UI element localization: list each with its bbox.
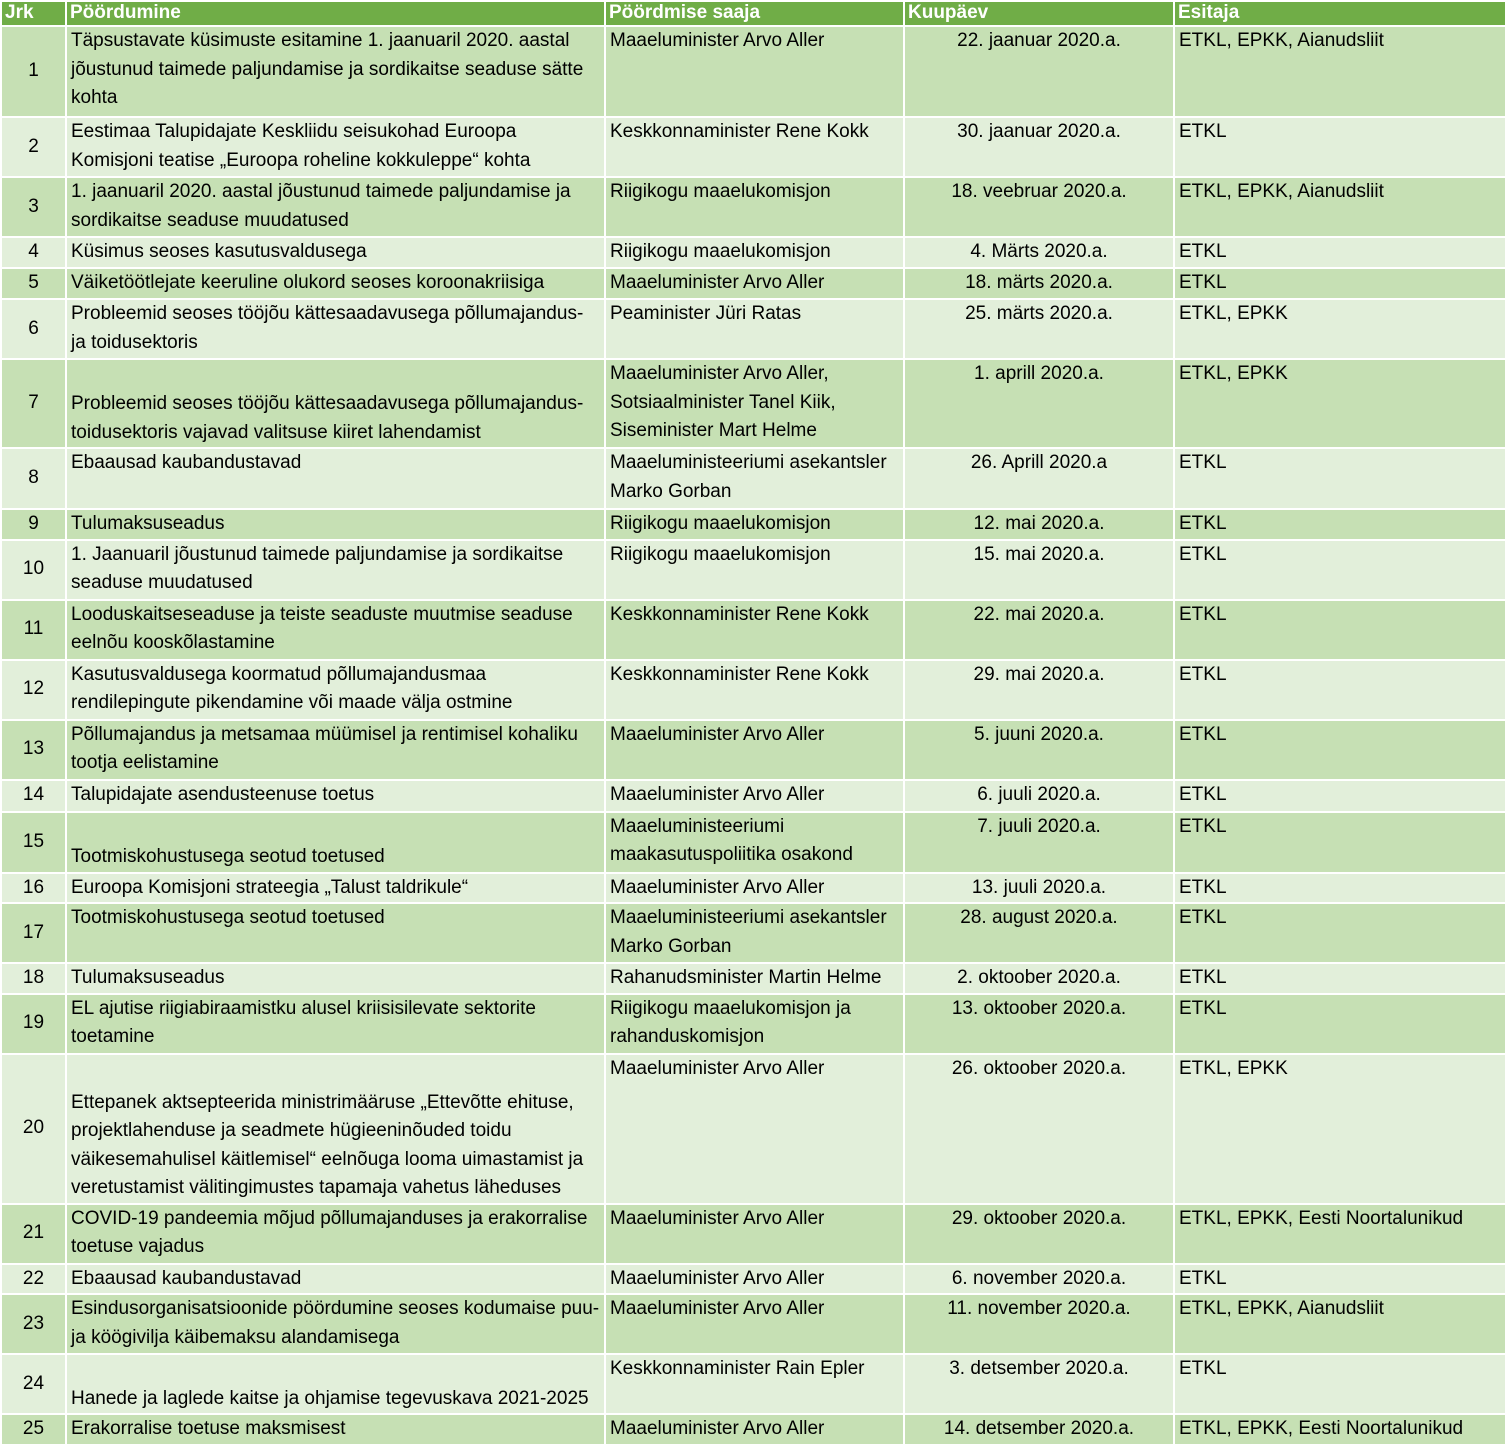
table-row <box>1 117 1506 177</box>
cell-esitaja: ETKL, EPKK, Aianudsliit <box>1174 26 1506 117</box>
cell-saaja: Peaminister Jüri Ratas <box>605 299 904 359</box>
cell-poordumine: 1. jaanuaril 2020. aastal jõustunud taimede paljundamise ja sordikaitse seaduse muudatused <box>66 177 605 237</box>
table-row <box>1 963 1506 994</box>
cell-jrk: 18 <box>1 963 66 994</box>
cell-esitaja: ETKL <box>1174 600 1506 660</box>
cell-esitaja: ETKL <box>1174 509 1506 540</box>
cell-esitaja: ETKL <box>1174 963 1506 994</box>
cell-jrk: 5 <box>1 268 66 299</box>
cell-esitaja: ETKL <box>1174 1354 1506 1414</box>
table-row <box>1 780 1506 812</box>
cell-jrk: 21 <box>1 1204 66 1264</box>
table-body <box>1 26 1506 1445</box>
cell-jrk: 7 <box>1 359 66 448</box>
table-row <box>1 720 1506 780</box>
header-jrk: Jrk <box>1 1 66 26</box>
cell-kuupaev: 11. november 2020.a. <box>904 1294 1174 1354</box>
cell-esitaja: ETKL, EPKK, Aianudsliit <box>1174 1294 1506 1354</box>
cell-kuupaev: 5. juuni 2020.a. <box>904 720 1174 780</box>
cell-poordumine: Hanede ja laglede kaitse ja ohjamise tegevuskava 2021-2025 <box>66 1354 605 1414</box>
cell-poordumine: Täpsustavate küsimuste esitamine 1. jaanuaril 2020. aastal jõustunud taimede paljundamise ja sordikaitse seaduse sätte kohta <box>66 26 605 117</box>
cell-poordumine: Talupidajate asendusteenuse toetus <box>66 780 605 812</box>
cell-kuupaev: 18. märts 2020.a. <box>904 268 1174 299</box>
table-row <box>1 1204 1506 1264</box>
table-row <box>1 448 1506 509</box>
cell-saaja: Maaeluminister Arvo Aller <box>605 1264 904 1295</box>
cell-esitaja: ETKL, EPKK <box>1174 299 1506 359</box>
cell-saaja: Riigikogu maaelukomisjon <box>605 237 904 268</box>
cell-kuupaev: 29. oktoober 2020.a. <box>904 1204 1174 1264</box>
cell-esitaja: ETKL, EPKK <box>1174 359 1506 448</box>
cell-jrk: 13 <box>1 720 66 780</box>
table-row <box>1 359 1506 448</box>
cell-kuupaev: 29. mai 2020.a. <box>904 660 1174 720</box>
cell-saaja: Maaeluministeeriumi maakasutuspoliitika osakond <box>605 812 904 873</box>
cell-esitaja: ETKL <box>1174 720 1506 780</box>
cell-kuupaev: 12. mai 2020.a. <box>904 509 1174 540</box>
cell-jrk: 16 <box>1 873 66 904</box>
cell-jrk: 1 <box>1 26 66 117</box>
cell-poordumine: COVID-19 pandeemia mõjud põllumajanduses ja erakorralise toetuse vajadus <box>66 1204 605 1264</box>
header-poordumine: Pöördumine <box>66 1 605 26</box>
cell-saaja: Maaeluministeeriumi asekantsler Marko Gorban <box>605 903 904 963</box>
cell-kuupaev: 1. aprill 2020.a. <box>904 359 1174 448</box>
cell-poordumine: Looduskaitseseaduse ja teiste seaduste muutmise seaduse eelnõu kooskõlastamine <box>66 600 605 660</box>
cell-esitaja: ETKL <box>1174 117 1506 177</box>
cell-esitaja: ETKL, EPKK, Aianudsliit <box>1174 177 1506 237</box>
cell-saaja: Maaeluminister Arvo Aller <box>605 720 904 780</box>
cell-saaja: Maaeluminister Arvo Aller <box>605 780 904 812</box>
cell-poordumine: Põllumajandus ja metsamaa müümisel ja rentimisel kohaliku tootja eelistamine <box>66 720 605 780</box>
cell-saaja: Keskkonnaminister Rene Kokk <box>605 660 904 720</box>
cell-poordumine: Eestimaa Talupidajate Keskliidu seisukohad Euroopa Komisjoni teatise „Euroopa roheline kokkuleppe“ kohta <box>66 117 605 177</box>
cell-saaja: Maaeluminister Arvo Aller <box>605 1054 904 1204</box>
cell-jrk: 11 <box>1 600 66 660</box>
table-row <box>1 540 1506 600</box>
cell-poordumine: Esindusorganisatsioonide pöördumine seoses kodumaise puu- ja köögivilja käibemaksu alandamisega <box>66 1294 605 1354</box>
cell-kuupaev: 28. august 2020.a. <box>904 903 1174 963</box>
cell-jrk: 12 <box>1 660 66 720</box>
cell-poordumine: Ebaausad kaubandustavad <box>66 448 605 509</box>
cell-jrk: 2 <box>1 117 66 177</box>
table-row <box>1 903 1506 963</box>
table-row <box>1 237 1506 268</box>
cell-saaja: Maaeluminister Arvo Aller <box>605 1204 904 1264</box>
table-row <box>1 1414 1506 1445</box>
cell-esitaja: ETKL <box>1174 903 1506 963</box>
cell-saaja: Maaeluminister Arvo Aller <box>605 268 904 299</box>
cell-saaja: Maaeluminister Arvo Aller <box>605 26 904 117</box>
cell-saaja: Maaeluminister Arvo Aller <box>605 873 904 904</box>
table-row <box>1 177 1506 237</box>
cell-kuupaev: 26. oktoober 2020.a. <box>904 1054 1174 1204</box>
cell-poordumine: Väiketöötlejate keeruline olukord seoses koroonakriisiga <box>66 268 605 299</box>
table-row <box>1 1294 1506 1354</box>
table-row <box>1 660 1506 720</box>
cell-esitaja: ETKL <box>1174 268 1506 299</box>
cell-esitaja: ETKL <box>1174 540 1506 600</box>
cell-poordumine: Tootmiskohustusega seotud toetused <box>66 812 605 873</box>
header-kuupaev: Kuupäev <box>904 1 1174 26</box>
cell-jrk: 9 <box>1 509 66 540</box>
cell-jrk: 4 <box>1 237 66 268</box>
cell-esitaja: ETKL <box>1174 812 1506 873</box>
cell-poordumine: Küsimus seoses kasutusvaldusega <box>66 237 605 268</box>
cell-esitaja: ETKL <box>1174 873 1506 904</box>
cell-kuupaev: 26. Aprill 2020.a <box>904 448 1174 509</box>
cell-poordumine: Probleemid seoses tööjõu kättesaadavusega põllumajandus- ja toidusektoris <box>66 299 605 359</box>
cell-jrk: 23 <box>1 1294 66 1354</box>
cell-poordumine: Ebaausad kaubandustavad <box>66 1264 605 1295</box>
cell-jrk: 24 <box>1 1354 66 1414</box>
cell-kuupaev: 22. mai 2020.a. <box>904 600 1174 660</box>
table-row <box>1 1264 1506 1295</box>
cell-saaja: Maaeluministeeriumi asekantsler Marko Gorban <box>605 448 904 509</box>
cell-kuupaev: 13. oktoober 2020.a. <box>904 994 1174 1054</box>
cell-jrk: 22 <box>1 1264 66 1295</box>
cell-saaja: Keskkonnaminister Rene Kokk <box>605 117 904 177</box>
cell-saaja: Maaeluminister Arvo Aller <box>605 1414 904 1445</box>
cell-jrk: 6 <box>1 299 66 359</box>
cell-jrk: 20 <box>1 1054 66 1204</box>
cell-poordumine: Tulumaksuseadus <box>66 963 605 994</box>
cell-saaja: Rahanudsminister Martin Helme <box>605 963 904 994</box>
cell-kuupaev: 14. detsember 2020.a. <box>904 1414 1174 1445</box>
header-saaja: Pöördmise saaja <box>605 1 904 26</box>
cell-jrk: 17 <box>1 903 66 963</box>
cell-jrk: 8 <box>1 448 66 509</box>
cell-esitaja: ETKL, EPKK <box>1174 1054 1506 1204</box>
table-row <box>1 812 1506 873</box>
cell-saaja: Riigikogu maaelukomisjon ja rahanduskomisjon <box>605 994 904 1054</box>
cell-kuupaev: 25. märts 2020.a. <box>904 299 1174 359</box>
cell-esitaja: ETKL <box>1174 1264 1506 1295</box>
cell-saaja: Maaeluminister Arvo Aller, Sotsiaalminister Tanel Kiik, Siseminister Mart Helme <box>605 359 904 448</box>
cell-jrk: 25 <box>1 1414 66 1445</box>
cell-esitaja: ETKL <box>1174 448 1506 509</box>
cell-jrk: 10 <box>1 540 66 600</box>
cell-poordumine: Probleemid seoses tööjõu kättesaadavusega põllumajandus- toidusektoris vajavad valitsuse kiiret lahendamist <box>66 359 605 448</box>
cell-kuupaev: 6. november 2020.a. <box>904 1264 1174 1295</box>
cell-saaja: Keskkonnaminister Rain Epler <box>605 1354 904 1414</box>
cell-poordumine: 1. Jaanuaril jõustunud taimede paljundamise ja sordikaitse seaduse muudatused <box>66 540 605 600</box>
cell-jrk: 14 <box>1 780 66 812</box>
cell-kuupaev: 22. jaanuar 2020.a. <box>904 26 1174 117</box>
cell-poordumine: Ettepanek aktsepteerida ministrimääruse „Ettevõtte ehituse, projektlahenduse ja seadmete hügieeninõuded toidu väikesemahulisel käitlemisel“ eelnõuga looma uimastamist ja veretustamist välitingimustes tapamaja vahetus läheduses <box>66 1054 605 1204</box>
cell-esitaja: ETKL <box>1174 780 1506 812</box>
cell-kuupaev: 30. jaanuar 2020.a. <box>904 117 1174 177</box>
table-row <box>1 26 1506 117</box>
cell-poordumine: Tulumaksuseadus <box>66 509 605 540</box>
cell-saaja: Riigikogu maaelukomisjon <box>605 540 904 600</box>
cell-saaja: Riigikogu maaelukomisjon <box>605 177 904 237</box>
table-row <box>1 1354 1506 1414</box>
table-row <box>1 1054 1506 1204</box>
cell-jrk: 19 <box>1 994 66 1054</box>
cell-poordumine: Erakorralise toetuse maksmisest <box>66 1414 605 1445</box>
table-row <box>1 268 1506 299</box>
table-row <box>1 873 1506 904</box>
header-row <box>1 1 1506 26</box>
cell-kuupaev: 4. Märts 2020.a. <box>904 237 1174 268</box>
cell-poordumine: Tootmiskohustusega seotud toetused <box>66 903 605 963</box>
cell-kuupaev: 18. veebruar 2020.a. <box>904 177 1174 237</box>
cell-esitaja: ETKL <box>1174 660 1506 720</box>
cell-saaja: Riigikogu maaelukomisjon <box>605 509 904 540</box>
header-esitaja: Esitaja <box>1174 1 1506 26</box>
cell-jrk: 15 <box>1 812 66 873</box>
cell-esitaja: ETKL, EPKK, Eesti Noortalunikud <box>1174 1414 1506 1445</box>
cell-poordumine: Euroopa Komisjoni strateegia „Talust taldrikule“ <box>66 873 605 904</box>
cell-kuupaev: 6. juuli 2020.a. <box>904 780 1174 812</box>
cell-esitaja: ETKL, EPKK, Eesti Noortalunikud <box>1174 1204 1506 1264</box>
cell-esitaja: ETKL <box>1174 994 1506 1054</box>
table-row <box>1 994 1506 1054</box>
cell-saaja: Maaeluminister Arvo Aller <box>605 1294 904 1354</box>
cell-kuupaev: 7. juuli 2020.a. <box>904 812 1174 873</box>
cell-poordumine: EL ajutise riigiabiraamistku alusel kriisisilevate sektorite toetamine <box>66 994 605 1054</box>
cell-saaja: Keskkonnaminister Rene Kokk <box>605 600 904 660</box>
cell-kuupaev: 13. juuli 2020.a. <box>904 873 1174 904</box>
cell-poordumine: Kasutusvaldusega koormatud põllumajandusmaa rendilepingute pikendamine või maade välja ostmine <box>66 660 605 720</box>
table-row <box>1 299 1506 359</box>
table-row <box>1 600 1506 660</box>
cell-kuupaev: 3. detsember 2020.a. <box>904 1354 1174 1414</box>
table-row <box>1 509 1506 540</box>
cell-kuupaev: 15. mai 2020.a. <box>904 540 1174 600</box>
cell-esitaja: ETKL <box>1174 237 1506 268</box>
cell-kuupaev: 2. oktoober 2020.a. <box>904 963 1174 994</box>
cell-jrk: 3 <box>1 177 66 237</box>
